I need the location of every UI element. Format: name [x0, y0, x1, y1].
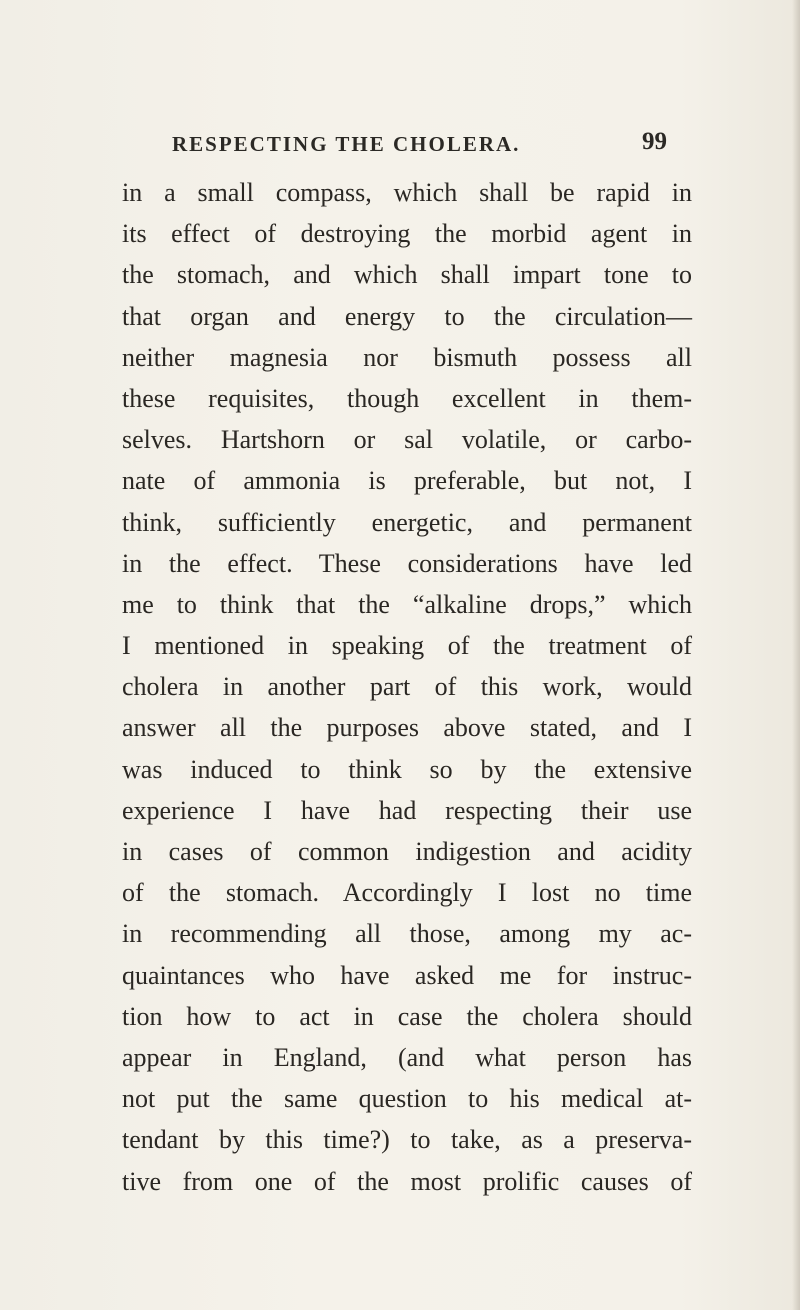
running-head — [0, 126, 800, 166]
text-line: tendant by this time?) to take, as a preserva- — [122, 1125, 692, 1155]
text-line: these requisites, though excellent in them- — [122, 383, 692, 413]
text-line: selves. Hartshorn or sal volatile, or carbo- — [122, 425, 692, 455]
text-line: neither magnesia nor bismuth possess all — [122, 342, 692, 372]
text-line: its effect of destroying the morbid agent in — [122, 219, 692, 249]
text-line: me to think that the “alkaline drops,” which — [122, 589, 692, 619]
text-line: in the effect. These considerations have led — [122, 548, 692, 578]
text-line: in a small compass, which shall be rapid in — [122, 178, 692, 207]
page-number: 99 — [642, 128, 667, 155]
text-line: tive from one of the most prolific causes of — [122, 1166, 692, 1196]
text-line: not put the same question to his medical at- — [122, 1084, 692, 1114]
text-line: appear in England, (and what person has — [122, 1042, 692, 1072]
text-line: nate of ammonia is preferable, but not, I — [122, 466, 692, 496]
text-line: experience I have had respecting their use — [122, 795, 692, 825]
text-line: was induced to think so by the extensive — [122, 754, 692, 784]
text-line: answer all the purposes above stated, and I — [122, 713, 692, 743]
body-text — [122, 172, 692, 1202]
text-line: the stomach, and which shall impart tone to — [122, 260, 692, 290]
text-line: of the stomach. Accordingly I lost no time — [122, 878, 692, 908]
text-line: cholera in another part of this work, would — [122, 672, 692, 702]
text-line: that organ and energy to the circulation— — [122, 301, 692, 331]
text-line: think, sufficiently energetic, and permanent — [122, 507, 692, 537]
text-line: in cases of common indigestion and acidity — [122, 837, 692, 866]
page-edge-shadow — [792, 0, 800, 1310]
text-line: tion how to act in case the cholera should — [122, 1001, 692, 1031]
text-line: quaintances who have asked me for instruc- — [122, 960, 692, 990]
running-title: RESPECTING THE CHOLERA. — [172, 132, 521, 156]
text-line: I mentioned in speaking of the treatment of — [122, 631, 692, 661]
text-line: in recommending all those, among my ac- — [122, 919, 692, 949]
